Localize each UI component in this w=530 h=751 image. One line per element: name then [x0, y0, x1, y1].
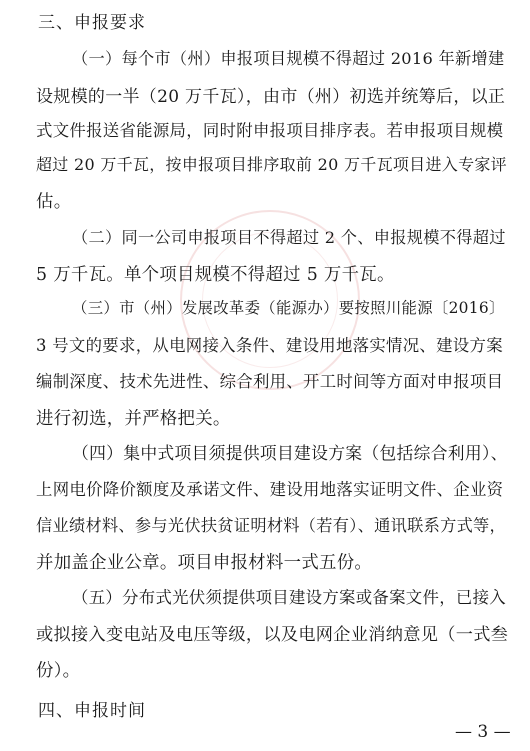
text-line: （一）每个市（州）申报项目规模不得超过 2016 年新增建	[72, 49, 505, 68]
text-line: （二）同一公司申报项目不得超过 2 个、申报规模不得超过	[72, 228, 506, 247]
section-heading: 三、申报要求	[38, 13, 146, 33]
text-line: 编制深度、技术先进性、综合利用、开工时间等方面对申报项目	[36, 372, 504, 391]
text-line: 进行初选，并严格把关。	[36, 409, 231, 429]
text-line: 估。	[36, 192, 72, 212]
section-heading: 四、申报时间	[38, 701, 146, 721]
page-number: — 3 —	[455, 722, 511, 742]
text-line: 设规模的一半（20 万千瓦），由市（州）初选并统筹后，以正	[36, 87, 506, 107]
text-line: 信业绩材料、参与光伏扶贫证明材料（若有）、通讯联系方式等，	[36, 516, 507, 535]
text-line: （四）集中式项目须提供项目建设方案（包括综合利用）、	[72, 443, 508, 463]
text-line: 超过 20 万千瓦，按申报项目排序取前 20 万千瓦项目进入专家评	[36, 155, 507, 174]
text-line: （三）市（州）发展改革委（能源办）要按照川能源〔2016〕	[72, 299, 505, 317]
text-line: 份）。	[36, 661, 81, 681]
text-line: 并加盖企业公章。项目申报材料一式五份。	[36, 553, 373, 573]
text-line: 式文件报送省能源局，同时附申报项目排序表。若申报项目规模	[36, 121, 504, 140]
text-line: 或拟接入变电站及电压等级，以及电网企业消纳意见（一式叁	[36, 625, 509, 645]
text-line: 上网电价降价额度及承诺文件、建设用地落实证明文件、企业资	[36, 480, 504, 499]
text-line: 5 万千瓦。单个项目规模不得超过 5 万千瓦。	[36, 265, 395, 285]
text-line: （五）分布式光伏须提供项目建设方案或备案文件，已接入	[72, 588, 506, 607]
text-line: 3 号文的要求，从电网接入条件、建设用地落实情况、建设方案	[36, 336, 503, 355]
